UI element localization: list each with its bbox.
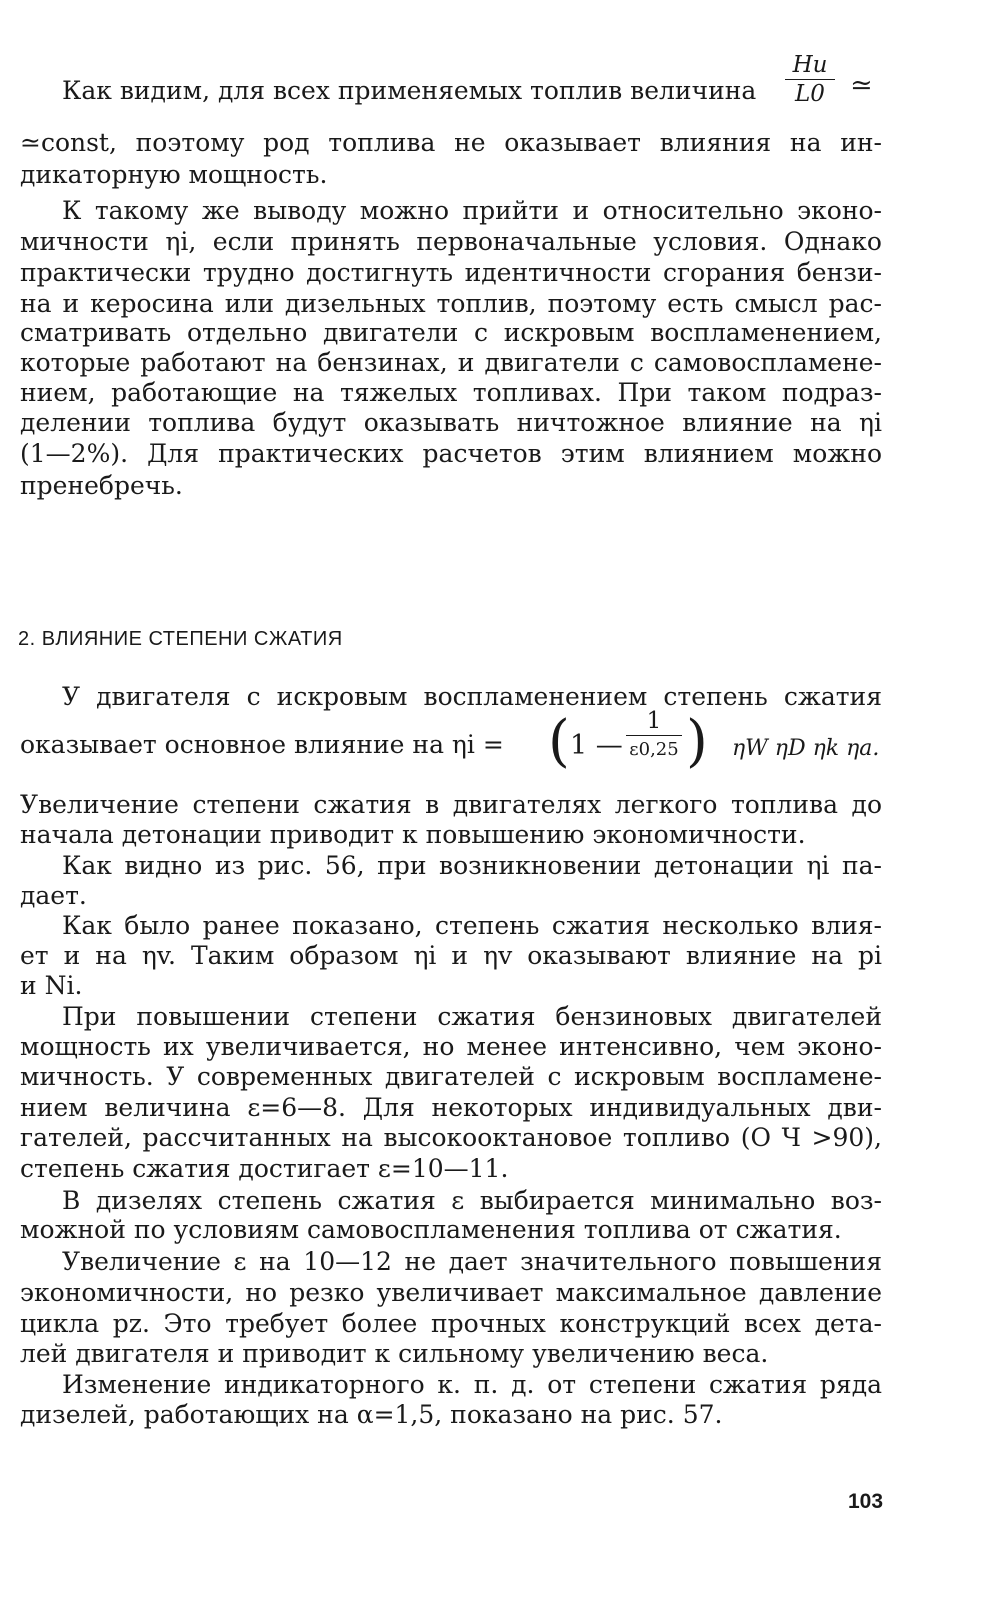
fraction-bar — [626, 735, 682, 736]
page-number: 103 — [848, 1490, 884, 1513]
text-line: Как видим, для всех применяемых топлив величина — [62, 76, 757, 105]
text-line: пренебречь. — [20, 471, 183, 500]
text-line: дикаторную мощность. — [20, 160, 328, 189]
text-line: мощность их увеличивается, но менее интенсивно, чем эконо- — [20, 1032, 882, 1061]
text-line: цикла pz. Это требует более прочных конструкций всех дета- — [20, 1309, 882, 1338]
text-line: дизелей, работающих на α=1,5, показано на рис. 57. — [20, 1400, 723, 1429]
fraction-hu-l0 — [785, 52, 835, 107]
text-line: лей двигателя и приводит к сильному увеличению веса. — [20, 1339, 769, 1368]
text-line: сматривать отдельно двигатели с искровым воспламенением, — [20, 318, 882, 347]
text-line: Увеличение ε на 10—12 не дает значительного повышения — [62, 1247, 882, 1276]
left-paren: ( — [548, 709, 570, 774]
text-line: нием величина ε=6—8. Для некоторых индивидуальных дви- — [20, 1093, 882, 1122]
text-line: Как было ранее показано, степень сжатия несколько влия- — [62, 911, 882, 940]
fraction-denominator: L0 — [795, 81, 825, 107]
text-line: Изменение индикаторного к. п. д. от степени сжатия ряда — [62, 1370, 882, 1399]
approx-symbol: ≃ — [850, 70, 873, 101]
formula-one-minus: 1 — — [570, 730, 623, 761]
text-line: При повышении степени сжатия бензиновых двигателей — [62, 1002, 882, 1031]
fraction-epsilon — [626, 708, 682, 763]
efficiency-factors: ηW ηD ηk ηa. — [732, 736, 880, 761]
text-line: дает. — [20, 881, 87, 910]
text-line: ет и на ηv. Таким образом ηi и ηv оказывают влияние на pi — [20, 941, 882, 970]
fraction-numerator: 1 — [646, 708, 662, 734]
text-line: В дизелях степень сжатия ε выбирается минимально воз- — [62, 1186, 882, 1215]
text-line: нием, работающие на тяжелых топливах. При таком подраз- — [20, 378, 882, 407]
fraction-bar — [785, 79, 835, 80]
text-line: (1—2%). Для практических расчетов этим влиянием можно — [20, 439, 882, 468]
text-line: делении топлива будут оказывать ничтожное влияние на ηi — [20, 408, 882, 437]
text-line: на и керосина или дизельных топлив, поэтому есть смысл рас- — [20, 289, 882, 318]
text-line: ≃const, поэтому род топлива не оказывает влияния на ин- — [20, 128, 882, 157]
fraction-numerator: Hu — [792, 52, 828, 78]
text-line: К такому же выводу можно прийти и относительно эконо- — [62, 196, 882, 225]
text-line: оказывает основное влияние на ηi = — [20, 730, 504, 759]
text-line: которые работают на бензинах, и двигатели с самовоспламене- — [20, 348, 882, 377]
text-line: У двигателя с искровым воспламенением степень сжатия — [62, 682, 882, 711]
text-line: можной по условиям самовоспламенения топлива от сжатия. — [20, 1215, 842, 1244]
text-line: степень сжатия достигает ε=10—11. — [20, 1154, 509, 1183]
text-line: гателей, рассчитанных на высокооктановое топливо (О Ч >90), — [20, 1123, 882, 1152]
section-heading: 2. ВЛИЯНИЕ СТЕПЕНИ СЖАТИЯ — [18, 628, 343, 650]
text-line: Как видно из рис. 56, при возникновении детонации ηi па- — [62, 851, 882, 880]
fraction-denominator: ε0,25 — [629, 739, 679, 760]
text-line: мичность. У современных двигателей с искровым воспламене- — [20, 1062, 882, 1091]
text-line: начала детонации приводит к повышению экономичности. — [20, 820, 806, 849]
text-line: Увеличение степени сжатия в двигателях легкого топлива до — [20, 790, 882, 819]
text-line: экономичности, но резко увеличивает максимальное давление — [20, 1278, 882, 1307]
right-paren: ) — [686, 709, 708, 774]
text-line: и Ni. — [20, 971, 83, 1000]
text-line: практически трудно достигнуть идентичности сгорания бензи- — [20, 258, 882, 287]
text-line: мичности ηi, если принять первоначальные условия. Однако — [20, 227, 882, 256]
